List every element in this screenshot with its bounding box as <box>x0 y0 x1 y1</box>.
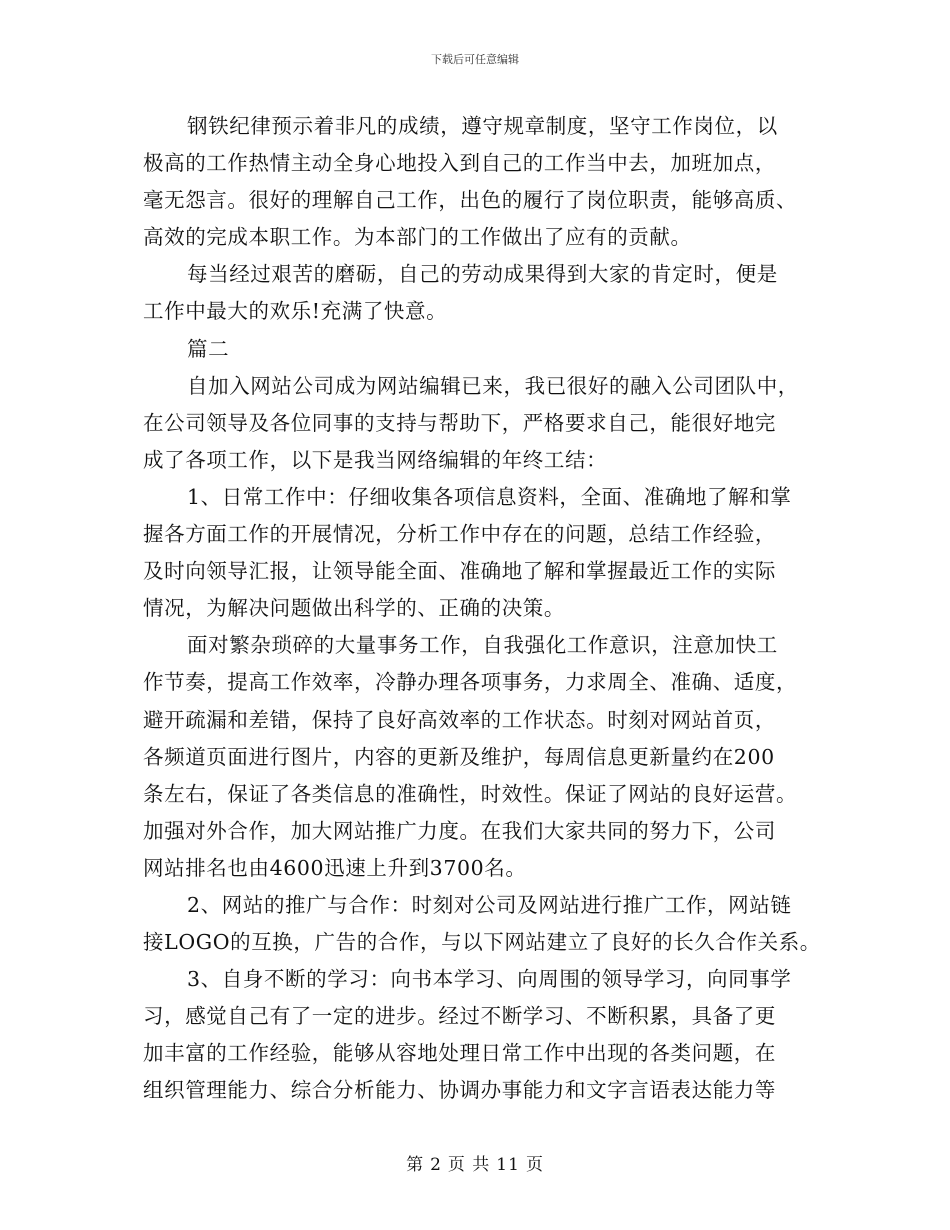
text-line: 网站排名也由4600迅速上升到3700名。 <box>143 855 527 880</box>
text-line: 1、日常工作中：仔细收集各项信息资料，全面、准确地了解和掌 <box>187 484 792 509</box>
text-line: 及时向领导汇报，让领导能全面、准确地了解和掌握最近工作的实际 <box>143 559 776 584</box>
footer-prefix: 第 <box>406 1155 425 1175</box>
text-line: 3、自身不断的学习：向书本学习、向周围的领导学习，向同事学 <box>187 967 792 992</box>
total-pages: 11 <box>496 1155 520 1175</box>
text-line: 握各方面工作的开展情况，分析工作中存在的问题，总结工作经验， <box>143 522 776 547</box>
text-line: 高效的完成本职工作。为本部门的工作做出了应有的贡献。 <box>143 225 692 250</box>
text-line: 避开疏漏和差错，保持了良好高效率的工作状态。时刻对网站首页， <box>143 707 776 732</box>
text-line: 成了各项工作，以下是我当网络编辑的年终工结： <box>143 447 608 472</box>
text-line: 每当经过艰苦的磨砺，自己的劳动成果得到大家的肯定时，便是 <box>187 262 778 287</box>
page-footer <box>0 1153 950 1177</box>
text-line: 在公司领导及各位同事的支持与帮助下，严格要求自己，能很好地完 <box>143 410 776 435</box>
text-line: 各频道页面进行图片，内容的更新及维护，每周信息更新量约在200 <box>143 744 775 769</box>
section-heading: 篇二 <box>187 336 230 361</box>
text-line: 极高的工作热情主动全身心地投入到自己的工作当中去，加班加点， <box>143 151 776 176</box>
text-line: 2、网站的推广与合作：时刻对公司及网站进行推广工作，网站链 <box>187 892 792 917</box>
text-line: 接LOGO的互换，广告的合作，与以下网站建立了良好的长久合作关系。 <box>143 930 821 955</box>
text-line: 毫无怨言。很好的理解自己工作，出色的履行了岗位职责，能够高质、 <box>143 188 798 213</box>
text-line: 组织管理能力、综合分析能力、协调办事能力和文字言语表达能力等 <box>143 1078 776 1103</box>
text-line: 作节奏，提高工作效率，冷静办理各项事务，力求周全、准确、适度， <box>143 670 798 695</box>
footer-middle: 页 共 <box>447 1155 491 1175</box>
document-body <box>143 108 821 1110</box>
text-line: 面对繁杂琐碎的大量事务工作，自我强化工作意识，注意加快工 <box>187 633 778 658</box>
text-line: 习，感觉自己有了一定的进步。经过不断学习、不断积累，具备了更 <box>143 1004 776 1029</box>
text-line: 加强对外合作，加大网站推广力度。在我们大家共同的努力下，公司 <box>143 818 776 843</box>
page-header: 下载后可任意编辑 <box>431 53 519 66</box>
text-line: 加丰富的工作经验，能够从容地处理日常工作中出现的各类问题，在 <box>143 1041 776 1066</box>
text-line: 钢铁纪律预示着非凡的成绩，遵守规章制度，坚守工作岗位，以 <box>187 114 778 138</box>
text-line: 工作中最大的欢乐!充满了快意。 <box>143 299 448 324</box>
text-line: 情况，为解决问题做出科学的、正确的决策。 <box>143 596 565 621</box>
footer-suffix: 页 <box>525 1155 544 1175</box>
text-line: 条左右，保证了各类信息的准确性，时效性。保证了网站的良好运营。 <box>143 781 798 806</box>
text-line: 自加入网站公司成为网站编辑已来，我已很好的融入公司团队中， <box>187 373 799 398</box>
page-number: 2 <box>430 1155 442 1175</box>
